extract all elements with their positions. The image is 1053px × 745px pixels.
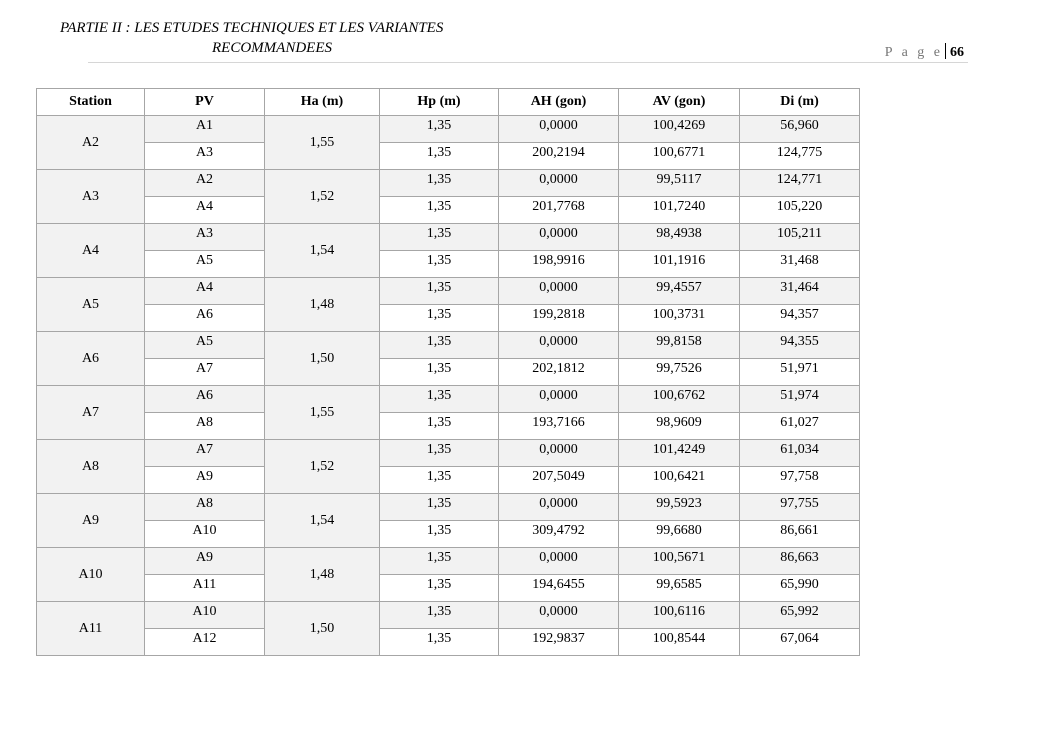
di-cell: 61,027: [740, 413, 860, 440]
pv-cell: A5: [145, 251, 265, 278]
ah-cell: 0,0000: [499, 386, 619, 413]
pv-cell: A12: [145, 629, 265, 656]
ah-cell: 0,0000: [499, 224, 619, 251]
pv-cell: A5: [145, 332, 265, 359]
di-cell: 61,034: [740, 440, 860, 467]
hp-cell: 1,35: [380, 278, 499, 305]
ha-cell: 1,50: [265, 602, 380, 656]
ah-cell: 199,2818: [499, 305, 619, 332]
hp-cell: 1,35: [380, 467, 499, 494]
table-row: [37, 386, 860, 413]
av-cell: 99,8158: [619, 332, 740, 359]
hp-cell: 1,35: [380, 575, 499, 602]
hp-cell: 1,35: [380, 305, 499, 332]
hp-cell: 1,35: [380, 602, 499, 629]
table-row: [37, 332, 860, 359]
ha-cell: 1,50: [265, 332, 380, 386]
column-header: PV: [145, 89, 265, 116]
pv-cell: A4: [145, 197, 265, 224]
station-cell: A10: [37, 548, 145, 602]
pv-cell: A10: [145, 602, 265, 629]
di-cell: 65,990: [740, 575, 860, 602]
ha-cell: 1,55: [265, 386, 380, 440]
ha-cell: 1,52: [265, 170, 380, 224]
ah-cell: 193,7166: [499, 413, 619, 440]
table-row: [37, 494, 860, 521]
station-cell: A5: [37, 278, 145, 332]
av-cell: 99,5923: [619, 494, 740, 521]
hp-cell: 1,35: [380, 251, 499, 278]
hp-cell: 1,35: [380, 440, 499, 467]
di-cell: 97,758: [740, 467, 860, 494]
ah-cell: 194,6455: [499, 575, 619, 602]
ah-cell: 0,0000: [499, 332, 619, 359]
ah-cell: 0,0000: [499, 170, 619, 197]
av-cell: 100,6771: [619, 143, 740, 170]
column-header: Hp (m): [380, 89, 499, 116]
hp-cell: 1,35: [380, 386, 499, 413]
page-separator: [945, 43, 946, 59]
pv-cell: A8: [145, 413, 265, 440]
ha-cell: 1,48: [265, 548, 380, 602]
av-cell: 100,6762: [619, 386, 740, 413]
ha-cell: 1,55: [265, 116, 380, 170]
ha-cell: 1,54: [265, 494, 380, 548]
survey-measurements-table: [36, 88, 860, 656]
page-word: P a g e: [884, 45, 943, 60]
pv-cell: A9: [145, 467, 265, 494]
hp-cell: 1,35: [380, 521, 499, 548]
pv-cell: A1: [145, 116, 265, 143]
di-cell: 105,220: [740, 197, 860, 224]
column-header: Di (m): [740, 89, 860, 116]
ha-cell: 1,54: [265, 224, 380, 278]
ah-cell: 200,2194: [499, 143, 619, 170]
av-cell: 99,4557: [619, 278, 740, 305]
ah-cell: 192,9837: [499, 629, 619, 656]
di-cell: 94,355: [740, 332, 860, 359]
av-cell: 101,7240: [619, 197, 740, 224]
table-row: [37, 116, 860, 143]
av-cell: 101,4249: [619, 440, 740, 467]
pv-cell: A10: [145, 521, 265, 548]
table-row: [37, 224, 860, 251]
av-cell: 100,6421: [619, 467, 740, 494]
ah-cell: 0,0000: [499, 278, 619, 305]
table-row: [37, 575, 860, 602]
pv-cell: A3: [145, 143, 265, 170]
di-cell: 94,357: [740, 305, 860, 332]
av-cell: 100,6116: [619, 602, 740, 629]
table-row: [37, 251, 860, 278]
station-cell: A2: [37, 116, 145, 170]
av-cell: 100,3731: [619, 305, 740, 332]
table-row: [37, 305, 860, 332]
hp-cell: 1,35: [380, 629, 499, 656]
table-row: [37, 548, 860, 575]
hp-cell: 1,35: [380, 197, 499, 224]
pv-cell: A4: [145, 278, 265, 305]
station-cell: A4: [37, 224, 145, 278]
table-row: [37, 602, 860, 629]
hp-cell: 1,35: [380, 494, 499, 521]
pv-cell: A7: [145, 440, 265, 467]
table-row: [37, 359, 860, 386]
table-row: [37, 143, 860, 170]
pv-cell: A11: [145, 575, 265, 602]
di-cell: 67,064: [740, 629, 860, 656]
di-cell: 105,211: [740, 224, 860, 251]
av-cell: 100,8544: [619, 629, 740, 656]
av-cell: 100,4269: [619, 116, 740, 143]
ah-cell: 202,1812: [499, 359, 619, 386]
page-number: 66: [950, 45, 964, 60]
di-cell: 97,755: [740, 494, 860, 521]
ah-cell: 309,4792: [499, 521, 619, 548]
station-cell: A8: [37, 440, 145, 494]
av-cell: 99,6585: [619, 575, 740, 602]
station-cell: A9: [37, 494, 145, 548]
hp-cell: 1,35: [380, 359, 499, 386]
hp-cell: 1,35: [380, 116, 499, 143]
pv-cell: A2: [145, 170, 265, 197]
header-title-line-2: RECOMMANDEES: [212, 40, 332, 56]
table-body: [37, 116, 860, 656]
column-header: AV (gon): [619, 89, 740, 116]
table-row: [37, 170, 860, 197]
pv-cell: A8: [145, 494, 265, 521]
hp-cell: 1,35: [380, 170, 499, 197]
ah-cell: 0,0000: [499, 494, 619, 521]
station-cell: A3: [37, 170, 145, 224]
av-cell: 100,5671: [619, 548, 740, 575]
hp-cell: 1,35: [380, 332, 499, 359]
hp-cell: 1,35: [380, 143, 499, 170]
table-row: [37, 440, 860, 467]
pv-cell: A3: [145, 224, 265, 251]
di-cell: 51,971: [740, 359, 860, 386]
column-header: Ha (m): [265, 89, 380, 116]
header-divider: [88, 62, 968, 63]
station-cell: A7: [37, 386, 145, 440]
column-header: Station: [37, 89, 145, 116]
av-cell: 101,1916: [619, 251, 740, 278]
table-row: [37, 413, 860, 440]
av-cell: 99,5117: [619, 170, 740, 197]
di-cell: 124,775: [740, 143, 860, 170]
page-number-block: [885, 43, 964, 61]
table-row: [37, 467, 860, 494]
hp-cell: 1,35: [380, 548, 499, 575]
di-cell: 56,960: [740, 116, 860, 143]
table-header-row: [37, 89, 860, 116]
ah-cell: 207,5049: [499, 467, 619, 494]
station-cell: A6: [37, 332, 145, 386]
column-header: AH (gon): [499, 89, 619, 116]
table-row: [37, 278, 860, 305]
pv-cell: A9: [145, 548, 265, 575]
ah-cell: 201,7768: [499, 197, 619, 224]
ah-cell: 198,9916: [499, 251, 619, 278]
di-cell: 124,771: [740, 170, 860, 197]
pv-cell: A6: [145, 305, 265, 332]
di-cell: 65,992: [740, 602, 860, 629]
table-row: [37, 521, 860, 548]
hp-cell: 1,35: [380, 413, 499, 440]
av-cell: 98,9609: [619, 413, 740, 440]
di-cell: 86,661: [740, 521, 860, 548]
pv-cell: A7: [145, 359, 265, 386]
ha-cell: 1,48: [265, 278, 380, 332]
di-cell: 31,464: [740, 278, 860, 305]
ah-cell: 0,0000: [499, 602, 619, 629]
di-cell: 51,974: [740, 386, 860, 413]
ah-cell: 0,0000: [499, 548, 619, 575]
station-cell: A11: [37, 602, 145, 656]
ah-cell: 0,0000: [499, 440, 619, 467]
av-cell: 99,6680: [619, 521, 740, 548]
table-row: [37, 629, 860, 656]
table-row: [37, 197, 860, 224]
pv-cell: A6: [145, 386, 265, 413]
ha-cell: 1,52: [265, 440, 380, 494]
document-header-title: [60, 18, 510, 58]
di-cell: 31,468: [740, 251, 860, 278]
di-cell: 86,663: [740, 548, 860, 575]
hp-cell: 1,35: [380, 224, 499, 251]
ah-cell: 0,0000: [499, 116, 619, 143]
av-cell: 99,7526: [619, 359, 740, 386]
av-cell: 98,4938: [619, 224, 740, 251]
header-title-line-1: PARTIE II : LES ETUDES TECHNIQUES ET LES VARIANTES: [60, 20, 444, 36]
